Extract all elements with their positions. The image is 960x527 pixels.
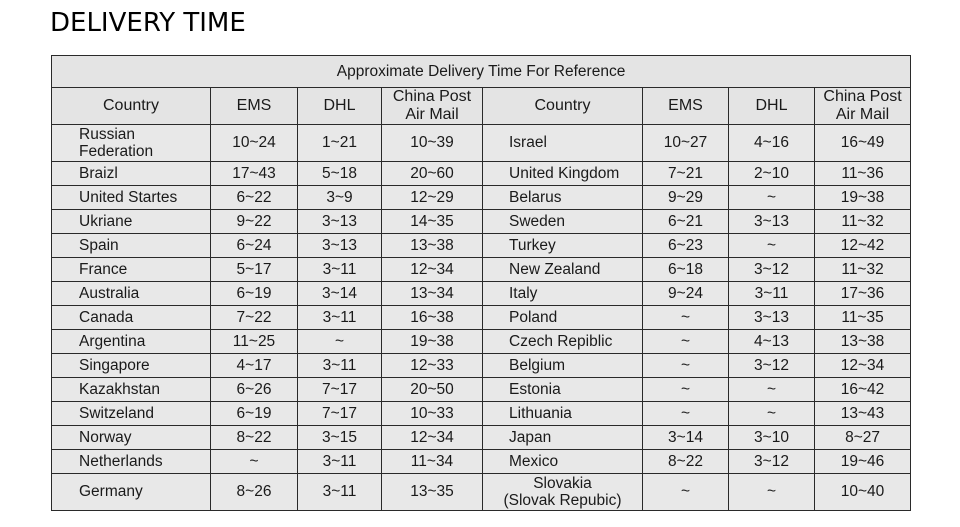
china-post-cell: 12~29 xyxy=(382,186,483,210)
china-post-cell: 12~33 xyxy=(382,354,483,378)
dhl-cell: 3~9 xyxy=(298,186,382,210)
table-row xyxy=(52,474,911,511)
country-cell: Ukriane xyxy=(52,210,211,234)
dhl-cell: 3~11 xyxy=(298,306,382,330)
china-post-cell: 10~33 xyxy=(382,402,483,426)
country-cell: Netherlands xyxy=(52,450,211,474)
column-header-dhl: DHL xyxy=(729,88,815,125)
dhl-cell: 3~11 xyxy=(298,450,382,474)
country-cell: Singapore xyxy=(52,354,211,378)
ems-cell: 8~22 xyxy=(211,426,298,450)
ems-cell: 4~17 xyxy=(211,354,298,378)
country-cell: Spain xyxy=(52,234,211,258)
country-cell: Braizl xyxy=(52,162,211,186)
china-post-cell: 17~36 xyxy=(815,282,911,306)
table-row xyxy=(52,210,911,234)
china-post-cell: 13~38 xyxy=(815,330,911,354)
delivery-table-container xyxy=(51,55,910,511)
country-cell: Sweden xyxy=(483,210,643,234)
table-row xyxy=(52,125,911,162)
china-post-cell: 12~34 xyxy=(815,354,911,378)
china-post-cell: 13~35 xyxy=(382,474,483,511)
country-cell: Argentina xyxy=(52,330,211,354)
china-post-cell: 19~38 xyxy=(382,330,483,354)
dhl-cell: 3~15 xyxy=(298,426,382,450)
country-cell: Japan xyxy=(483,426,643,450)
column-header-china-post-line2: Air Mail xyxy=(835,106,890,123)
column-header-country: Country xyxy=(483,88,643,125)
dhl-cell: 3~13 xyxy=(729,210,815,234)
china-post-cell: 13~34 xyxy=(382,282,483,306)
country-cell: Italy xyxy=(483,282,643,306)
ems-cell: 9~22 xyxy=(211,210,298,234)
ems-cell: 5~17 xyxy=(211,258,298,282)
column-header-china-post xyxy=(815,88,911,125)
column-header-ems: EMS xyxy=(643,88,729,125)
dhl-cell: 3~13 xyxy=(298,234,382,258)
ems-cell: 6~19 xyxy=(211,282,298,306)
ems-cell: 6~24 xyxy=(211,234,298,258)
ems-cell: ~ xyxy=(643,378,729,402)
dhl-cell: 3~13 xyxy=(298,210,382,234)
ems-cell: 6~23 xyxy=(643,234,729,258)
country-cell: Australia xyxy=(52,282,211,306)
dhl-cell: 1~21 xyxy=(298,125,382,162)
country-cell xyxy=(483,474,643,511)
dhl-cell: 3~11 xyxy=(729,282,815,306)
ems-cell: 17~43 xyxy=(211,162,298,186)
dhl-cell: 3~11 xyxy=(298,474,382,511)
table-row xyxy=(52,186,911,210)
country-cell: France xyxy=(52,258,211,282)
country-cell: Turkey xyxy=(483,234,643,258)
country-cell: Mexico xyxy=(483,450,643,474)
china-post-cell: 16~42 xyxy=(815,378,911,402)
dhl-cell: ~ xyxy=(298,330,382,354)
dhl-cell: 3~14 xyxy=(298,282,382,306)
country-cell: Switzeland xyxy=(52,402,211,426)
ems-cell: ~ xyxy=(643,474,729,511)
dhl-cell: 2~10 xyxy=(729,162,815,186)
country-cell: United Kingdom xyxy=(483,162,643,186)
table-caption: Approximate Delivery Time For Reference xyxy=(52,56,911,88)
country-cell: Canada xyxy=(52,306,211,330)
china-post-cell: 10~40 xyxy=(815,474,911,511)
column-header-china-post-line1: China Post xyxy=(823,88,902,106)
column-header-china-post-line2: Air Mail xyxy=(405,106,459,123)
column-header-china-post xyxy=(382,88,483,125)
country-cell xyxy=(52,125,211,162)
dhl-cell: ~ xyxy=(729,378,815,402)
ems-cell: ~ xyxy=(643,402,729,426)
table-row xyxy=(52,402,911,426)
ems-cell: ~ xyxy=(643,330,729,354)
table-row xyxy=(52,330,911,354)
china-post-cell: 12~42 xyxy=(815,234,911,258)
china-post-cell: 8~27 xyxy=(815,426,911,450)
column-header-country: Country xyxy=(52,88,211,125)
cell-line: Russian xyxy=(79,125,135,143)
table-row xyxy=(52,378,911,402)
column-header-dhl: DHL xyxy=(298,88,382,125)
dhl-cell: 5~18 xyxy=(298,162,382,186)
china-post-cell: 20~60 xyxy=(382,162,483,186)
dhl-cell: 3~11 xyxy=(298,354,382,378)
ems-cell: 7~21 xyxy=(643,162,729,186)
table-row xyxy=(52,306,911,330)
country-cell: Belarus xyxy=(483,186,643,210)
ems-cell: 6~18 xyxy=(643,258,729,282)
dhl-cell: ~ xyxy=(729,234,815,258)
china-post-cell: 19~46 xyxy=(815,450,911,474)
cell-line: Slovakia xyxy=(533,474,592,492)
column-header-ems: EMS xyxy=(211,88,298,125)
country-cell: Estonia xyxy=(483,378,643,402)
table-row xyxy=(52,282,911,306)
table-row xyxy=(52,426,911,450)
column-header-china-post-line1: China Post xyxy=(392,88,472,106)
ems-cell: 6~22 xyxy=(211,186,298,210)
ems-cell: 7~22 xyxy=(211,306,298,330)
dhl-cell: 7~17 xyxy=(298,378,382,402)
delivery-time-table xyxy=(51,55,911,511)
ems-cell: ~ xyxy=(643,306,729,330)
dhl-cell: ~ xyxy=(729,186,815,210)
china-post-cell: 11~35 xyxy=(815,306,911,330)
china-post-cell: 13~43 xyxy=(815,402,911,426)
dhl-cell: ~ xyxy=(729,402,815,426)
china-post-cell: 11~36 xyxy=(815,162,911,186)
country-cell: Poland xyxy=(483,306,643,330)
dhl-cell: 7~17 xyxy=(298,402,382,426)
table-row xyxy=(52,162,911,186)
china-post-cell: 19~38 xyxy=(815,186,911,210)
ems-cell: 6~26 xyxy=(211,378,298,402)
dhl-cell: ~ xyxy=(729,474,815,511)
china-post-cell: 11~32 xyxy=(815,258,911,282)
china-post-cell: 11~34 xyxy=(382,450,483,474)
table-row xyxy=(52,450,911,474)
country-cell: New Zealand xyxy=(483,258,643,282)
ems-cell: 10~24 xyxy=(211,125,298,162)
china-post-cell: 16~38 xyxy=(382,306,483,330)
dhl-cell: 3~13 xyxy=(729,306,815,330)
ems-cell: 6~21 xyxy=(643,210,729,234)
cell-line: (Slovak Repubic) xyxy=(503,492,622,509)
country-cell: Czech Repiblic xyxy=(483,330,643,354)
dhl-cell: 3~12 xyxy=(729,354,815,378)
page-title: DELIVERY TIME xyxy=(50,8,246,38)
country-cell: Kazakhstan xyxy=(52,378,211,402)
ems-cell: 11~25 xyxy=(211,330,298,354)
ems-cell: ~ xyxy=(211,450,298,474)
dhl-cell: 4~16 xyxy=(729,125,815,162)
china-post-cell: 12~34 xyxy=(382,426,483,450)
table-row xyxy=(52,234,911,258)
china-post-cell: 11~32 xyxy=(815,210,911,234)
table-row xyxy=(52,354,911,378)
china-post-cell: 16~49 xyxy=(815,125,911,162)
country-cell: United Startes xyxy=(52,186,211,210)
dhl-cell: 3~12 xyxy=(729,450,815,474)
ems-cell: 8~26 xyxy=(211,474,298,511)
china-post-cell: 12~34 xyxy=(382,258,483,282)
country-cell: Belgium xyxy=(483,354,643,378)
ems-cell: ~ xyxy=(643,354,729,378)
country-cell: Israel xyxy=(483,125,643,162)
country-cell: Norway xyxy=(52,426,211,450)
country-cell: Lithuania xyxy=(483,402,643,426)
dhl-cell: 3~11 xyxy=(298,258,382,282)
dhl-cell: 4~13 xyxy=(729,330,815,354)
ems-cell: 8~22 xyxy=(643,450,729,474)
ems-cell: 9~24 xyxy=(643,282,729,306)
china-post-cell: 13~38 xyxy=(382,234,483,258)
cell-line: Federation xyxy=(79,143,154,160)
ems-cell: 6~19 xyxy=(211,402,298,426)
china-post-cell: 14~35 xyxy=(382,210,483,234)
dhl-cell: 3~10 xyxy=(729,426,815,450)
dhl-cell: 3~12 xyxy=(729,258,815,282)
country-cell: Germany xyxy=(52,474,211,511)
ems-cell: 9~29 xyxy=(643,186,729,210)
table-row xyxy=(52,258,911,282)
ems-cell: 10~27 xyxy=(643,125,729,162)
china-post-cell: 10~39 xyxy=(382,125,483,162)
china-post-cell: 20~50 xyxy=(382,378,483,402)
ems-cell: 3~14 xyxy=(643,426,729,450)
